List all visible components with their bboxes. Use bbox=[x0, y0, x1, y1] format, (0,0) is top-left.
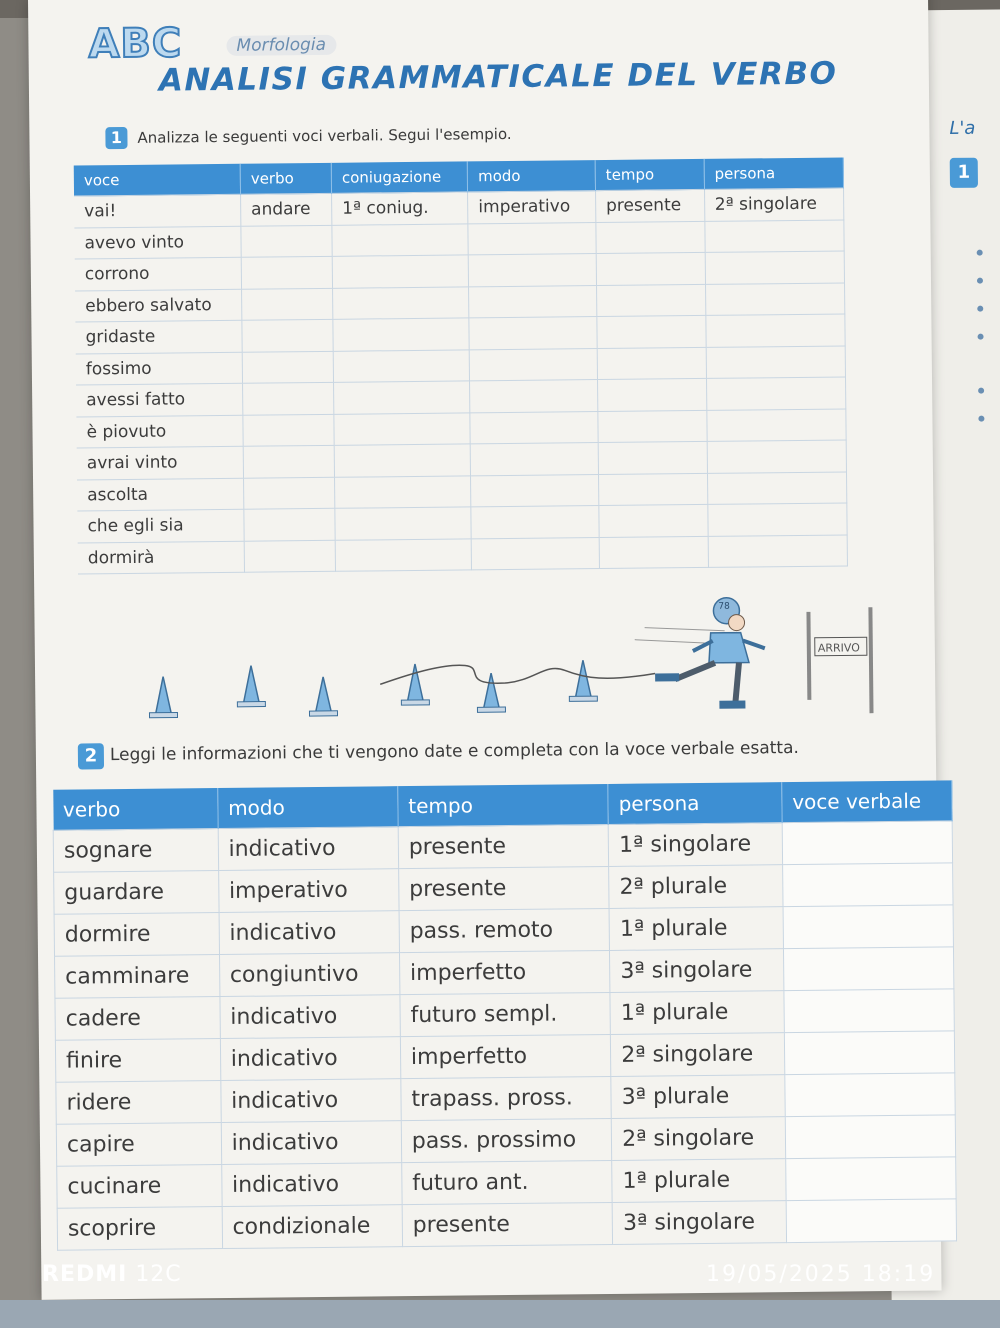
table-cell: indicativo bbox=[221, 1163, 402, 1207]
answer-cell[interactable] bbox=[335, 538, 471, 571]
answer-cell[interactable] bbox=[783, 905, 954, 949]
table-cell: indicativo bbox=[221, 1121, 402, 1165]
bullet-dot bbox=[977, 250, 983, 256]
table-cell: indicativo bbox=[220, 995, 401, 1039]
workbook-page bbox=[28, 0, 942, 1300]
answer-cell[interactable] bbox=[471, 506, 599, 539]
table-cell: 1ª plurale bbox=[609, 907, 783, 951]
answer-cell[interactable] bbox=[334, 444, 470, 477]
answer-cell[interactable] bbox=[470, 380, 598, 413]
table-cell: cadere bbox=[55, 997, 220, 1041]
camera-watermark bbox=[42, 1262, 182, 1287]
table-cell: pass. remoto bbox=[399, 908, 610, 952]
column-header: persona bbox=[704, 157, 844, 189]
answer-cell[interactable] bbox=[706, 345, 846, 378]
table-cell: presente bbox=[398, 824, 609, 868]
answer-cell[interactable] bbox=[469, 317, 597, 350]
cone-icon bbox=[477, 673, 505, 712]
finish-gate-icon bbox=[808, 607, 871, 714]
camera-model: 12C bbox=[135, 1262, 182, 1287]
answer-cell[interactable] bbox=[471, 474, 599, 507]
answer-cell[interactable] bbox=[596, 221, 705, 254]
skater-icon bbox=[654, 597, 765, 709]
answer-cell[interactable] bbox=[332, 255, 468, 288]
adjacent-page-label: L'a bbox=[949, 117, 976, 139]
table-cell: vai! bbox=[74, 194, 241, 227]
table-cell: cucinare bbox=[57, 1165, 222, 1209]
answer-cell[interactable] bbox=[599, 536, 708, 569]
bullet-dot bbox=[978, 388, 984, 394]
answer-cell[interactable] bbox=[598, 473, 707, 506]
column-header: voce bbox=[74, 164, 241, 196]
speed-line-icon bbox=[645, 627, 725, 632]
table-cell: che egli sia bbox=[77, 509, 244, 542]
table-cell: fossimo bbox=[76, 352, 243, 385]
answer-cell[interactable] bbox=[469, 285, 597, 318]
answer-cell[interactable] bbox=[705, 282, 845, 315]
answer-cell[interactable] bbox=[707, 408, 847, 441]
publisher-logo: ABC bbox=[88, 20, 183, 68]
answer-cell[interactable] bbox=[596, 252, 705, 285]
table-cell: indicativo bbox=[218, 827, 399, 871]
speed-line-icon bbox=[635, 639, 705, 644]
table-cell: 2ª singolare bbox=[704, 188, 844, 221]
table-cell: 1ª coniug. bbox=[332, 192, 468, 225]
table-cell: dormirà bbox=[78, 541, 245, 574]
column-header: persona bbox=[608, 782, 782, 824]
answer-cell[interactable] bbox=[332, 223, 468, 256]
table-cell: gridaste bbox=[75, 320, 242, 353]
table-cell: sognare bbox=[53, 829, 218, 873]
section-tag: Morfologia bbox=[226, 35, 336, 56]
answer-cell[interactable] bbox=[243, 414, 334, 446]
bullet-dot bbox=[977, 306, 983, 312]
table-cell: 2ª singolare bbox=[611, 1033, 785, 1077]
answer-cell[interactable] bbox=[333, 349, 469, 382]
answer-cell[interactable] bbox=[706, 314, 846, 347]
exercise-2-table bbox=[52, 780, 957, 1250]
table-cell: corrono bbox=[75, 257, 242, 290]
table-cell: 1ª plurale bbox=[612, 1159, 786, 1203]
table-cell: è piovuto bbox=[76, 415, 243, 448]
table-cell: pass. prossimo bbox=[401, 1118, 612, 1162]
background-bottom bbox=[0, 1300, 1000, 1328]
answer-cell[interactable] bbox=[333, 286, 469, 319]
photo-timestamp: 19/05/2025 18:19 bbox=[706, 1262, 936, 1287]
answer-cell[interactable] bbox=[785, 1073, 956, 1117]
camera-brand: REDMI bbox=[42, 1262, 128, 1287]
column-header: verbo bbox=[53, 788, 218, 830]
table-cell: imperativo bbox=[218, 869, 399, 913]
page-title: ANALISI GRAMMATICALE DEL VERBO bbox=[158, 55, 838, 99]
answer-cell[interactable] bbox=[469, 348, 597, 381]
table-cell: congiuntivo bbox=[219, 953, 400, 997]
table-cell: 1ª plurale bbox=[610, 991, 784, 1035]
answer-cell[interactable] bbox=[706, 377, 846, 410]
track-line-icon bbox=[380, 663, 655, 684]
answer-cell[interactable] bbox=[784, 1031, 955, 1075]
table-cell: imperativo bbox=[468, 191, 596, 224]
table-cell: 3ª singolare bbox=[610, 949, 784, 993]
table-cell: futuro ant. bbox=[402, 1160, 613, 1204]
exercise-1-number: 1 bbox=[105, 127, 127, 149]
table-cell: 3ª plurale bbox=[611, 1075, 785, 1119]
answer-cell[interactable] bbox=[241, 288, 332, 320]
answer-cell[interactable] bbox=[705, 219, 845, 252]
answer-cell[interactable] bbox=[471, 537, 599, 570]
column-header: coniugazione bbox=[331, 161, 467, 193]
table-cell: condizionale bbox=[222, 1205, 403, 1249]
answer-cell[interactable] bbox=[784, 989, 955, 1033]
answer-cell[interactable] bbox=[243, 477, 334, 509]
answer-cell[interactable] bbox=[334, 381, 470, 414]
table-cell: guardare bbox=[54, 871, 219, 915]
answer-cell[interactable] bbox=[335, 475, 471, 508]
answer-cell[interactable] bbox=[468, 222, 596, 255]
table-cell: avessi fatto bbox=[76, 383, 243, 416]
table-cell: futuro sempl. bbox=[400, 992, 611, 1036]
answer-cell[interactable] bbox=[782, 863, 953, 907]
table-cell: trapass. pross. bbox=[401, 1076, 612, 1120]
answer-cell[interactable] bbox=[334, 412, 470, 445]
answer-cell[interactable] bbox=[242, 382, 333, 414]
table-cell: dormire bbox=[54, 913, 219, 957]
svg-text:78: 78 bbox=[718, 601, 730, 612]
answer-cell[interactable] bbox=[335, 507, 471, 540]
answer-cell[interactable] bbox=[708, 534, 848, 567]
answer-cell[interactable] bbox=[782, 821, 953, 865]
table-cell: presente bbox=[402, 1202, 613, 1246]
table-cell: presente bbox=[398, 866, 609, 910]
column-header: tempo bbox=[595, 159, 704, 191]
table-cell: presente bbox=[595, 189, 704, 222]
column-header: voce verbale bbox=[782, 780, 953, 822]
finish-sign-text: ARRIVO bbox=[817, 641, 860, 655]
table-cell: andare bbox=[240, 193, 331, 225]
answer-cell[interactable] bbox=[242, 351, 333, 383]
cone-icon bbox=[149, 676, 177, 717]
answer-cell[interactable] bbox=[707, 471, 847, 504]
table-row bbox=[78, 534, 848, 574]
adjacent-page-number: 1 bbox=[950, 158, 978, 188]
table-cell: 2ª plurale bbox=[609, 865, 783, 909]
answer-cell[interactable] bbox=[598, 441, 707, 474]
answer-cell[interactable] bbox=[597, 315, 706, 348]
answer-cell[interactable] bbox=[786, 1157, 957, 1201]
answer-cell[interactable] bbox=[705, 251, 845, 284]
answer-cell[interactable] bbox=[244, 508, 335, 540]
table-cell: ascolta bbox=[77, 478, 244, 511]
exercise-2-instruction: Leggi le informazioni che ti vengono date e completa con la voce verbale esatta. bbox=[109, 737, 799, 766]
table-cell: 2ª singolare bbox=[611, 1117, 785, 1161]
cone-icon bbox=[309, 677, 337, 716]
column-header: modo bbox=[467, 160, 595, 192]
table-cell: 1ª singolare bbox=[608, 823, 782, 867]
table-cell: camminare bbox=[55, 955, 220, 999]
answer-cell[interactable] bbox=[241, 225, 332, 257]
answer-cell[interactable] bbox=[470, 411, 598, 444]
skater-illustration bbox=[114, 589, 875, 737]
exercise-2-number: 2 bbox=[78, 743, 104, 769]
table-cell: finire bbox=[55, 1039, 220, 1083]
exercise-1-table bbox=[74, 157, 848, 574]
answer-cell[interactable] bbox=[242, 319, 333, 351]
answer-cell[interactable] bbox=[597, 378, 706, 411]
table-cell: scoprire bbox=[57, 1207, 222, 1251]
answer-cell[interactable] bbox=[470, 443, 598, 476]
table-cell: avrai vinto bbox=[77, 446, 244, 479]
answer-cell[interactable] bbox=[707, 440, 847, 473]
answer-cell[interactable] bbox=[599, 504, 708, 537]
table-row bbox=[57, 1199, 956, 1250]
column-header: verbo bbox=[240, 163, 331, 194]
column-header: modo bbox=[217, 786, 398, 828]
answer-cell[interactable] bbox=[597, 347, 706, 380]
answer-cell[interactable] bbox=[468, 254, 596, 287]
answer-cell[interactable] bbox=[708, 503, 848, 536]
table-cell: indicativo bbox=[220, 1079, 401, 1123]
column-header: tempo bbox=[398, 784, 609, 827]
cone-icon bbox=[237, 666, 265, 707]
table-cell: indicativo bbox=[219, 911, 400, 955]
answer-cell[interactable] bbox=[243, 445, 334, 477]
answer-cell[interactable] bbox=[598, 410, 707, 443]
bullet-dot bbox=[978, 416, 984, 422]
answer-cell[interactable] bbox=[596, 284, 705, 317]
exercise-1-instruction: Analizza le seguenti voci verbali. Segui l'esempio. bbox=[137, 124, 512, 147]
answer-cell[interactable] bbox=[786, 1199, 957, 1243]
answer-cell[interactable] bbox=[783, 947, 954, 991]
bullet-dot bbox=[978, 334, 984, 340]
table-cell: ridere bbox=[56, 1081, 221, 1125]
table-cell: indicativo bbox=[220, 1037, 401, 1081]
bullet-dot bbox=[977, 278, 983, 284]
cone-icon bbox=[569, 660, 597, 701]
answer-cell[interactable] bbox=[333, 318, 469, 351]
table-cell: capire bbox=[56, 1123, 221, 1167]
answer-cell[interactable] bbox=[785, 1115, 956, 1159]
table-cell: 3ª singolare bbox=[612, 1201, 786, 1245]
answer-cell[interactable] bbox=[244, 540, 335, 572]
table-cell: ebbero salvato bbox=[75, 289, 242, 322]
answer-cell[interactable] bbox=[241, 256, 332, 288]
table-cell: avevo vinto bbox=[74, 226, 241, 259]
table-cell: imperfetto bbox=[400, 1034, 611, 1078]
table-cell: imperfetto bbox=[399, 950, 610, 994]
